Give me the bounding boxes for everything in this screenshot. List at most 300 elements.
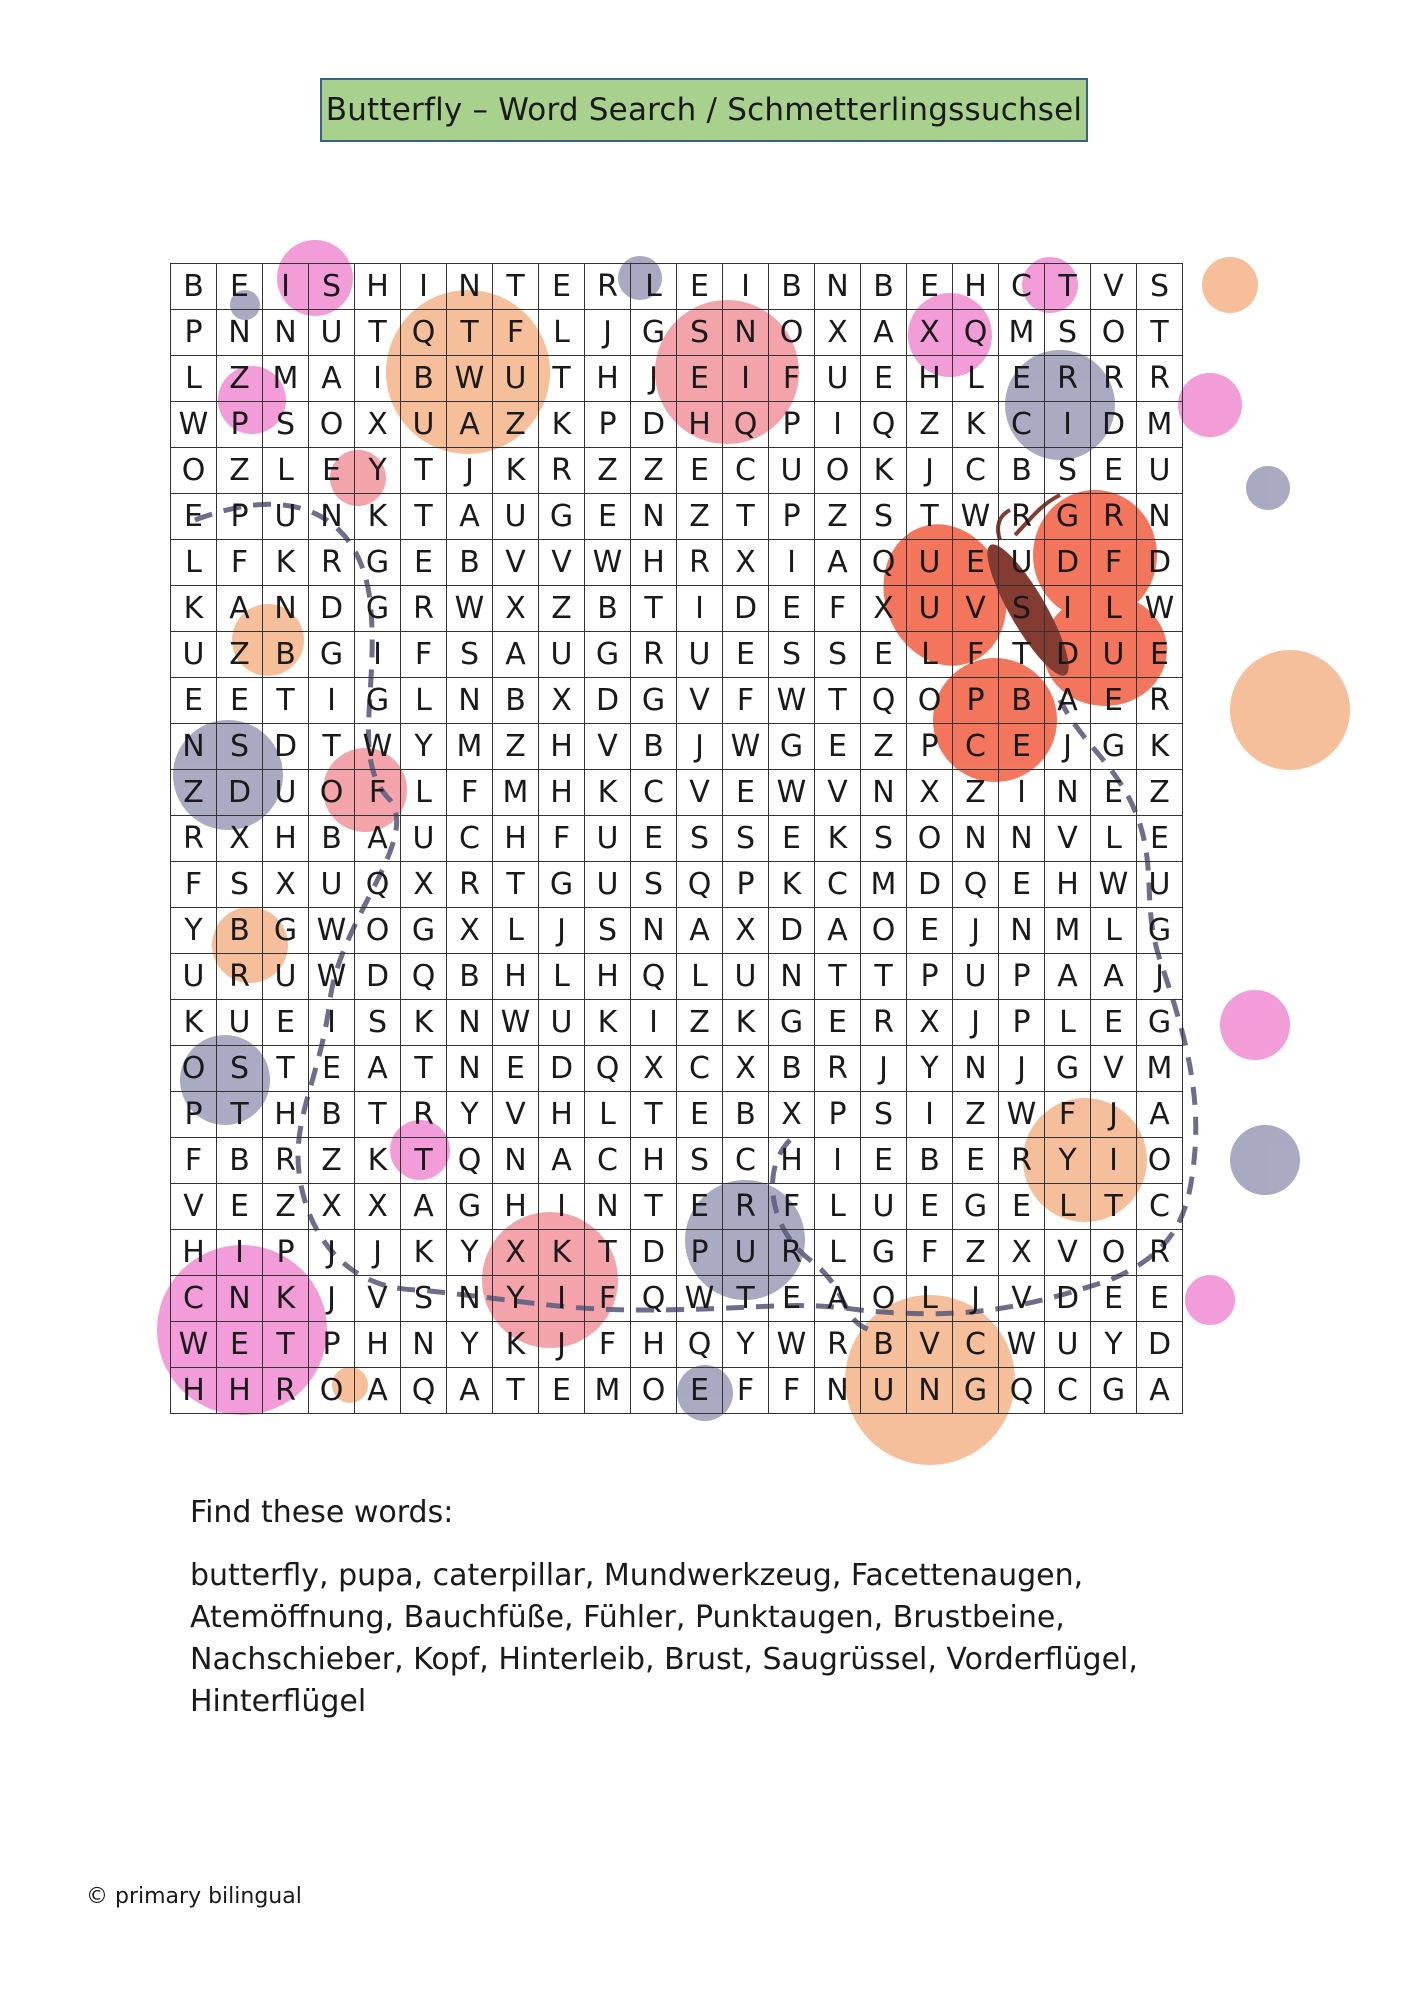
grid-letter[interactable]: G <box>1137 908 1183 954</box>
grid-letter[interactable]: Z <box>631 448 677 494</box>
grid-letter[interactable]: L <box>539 954 585 1000</box>
grid-letter[interactable]: W <box>999 1322 1045 1368</box>
grid-letter[interactable]: T <box>493 862 539 908</box>
grid-letter[interactable]: A <box>309 356 355 402</box>
grid-letter[interactable]: C <box>953 1322 999 1368</box>
grid-letter[interactable]: X <box>309 1184 355 1230</box>
grid-letter[interactable]: W <box>769 678 815 724</box>
grid-letter[interactable]: B <box>309 1092 355 1138</box>
grid-letter[interactable]: R <box>309 540 355 586</box>
grid-letter[interactable]: N <box>723 310 769 356</box>
grid-letter[interactable]: W <box>723 724 769 770</box>
grid-letter[interactable]: F <box>723 1368 769 1414</box>
grid-letter[interactable]: B <box>585 586 631 632</box>
grid-letter[interactable]: G <box>447 1184 493 1230</box>
grid-letter[interactable]: N <box>217 310 263 356</box>
grid-letter[interactable]: F <box>355 770 401 816</box>
grid-letter[interactable]: H <box>539 724 585 770</box>
grid-letter[interactable]: J <box>953 908 999 954</box>
grid-letter[interactable]: V <box>493 540 539 586</box>
grid-letter[interactable]: O <box>1091 310 1137 356</box>
grid-letter[interactable]: X <box>355 402 401 448</box>
grid-letter[interactable]: Q <box>999 1368 1045 1414</box>
grid-letter[interactable]: F <box>493 310 539 356</box>
grid-letter[interactable]: N <box>953 1046 999 1092</box>
grid-letter[interactable]: H <box>493 954 539 1000</box>
grid-letter[interactable]: N <box>263 310 309 356</box>
grid-letter[interactable]: H <box>355 1322 401 1368</box>
grid-letter[interactable]: T <box>585 1230 631 1276</box>
grid-letter[interactable]: J <box>677 724 723 770</box>
grid-letter[interactable]: E <box>401 540 447 586</box>
grid-letter[interactable]: E <box>631 816 677 862</box>
grid-letter[interactable]: J <box>631 356 677 402</box>
grid-letter[interactable]: C <box>723 448 769 494</box>
grid-letter[interactable]: A <box>1091 954 1137 1000</box>
grid-letter[interactable]: D <box>263 724 309 770</box>
grid-letter[interactable]: I <box>723 264 769 310</box>
grid-letter[interactable]: C <box>1045 1368 1091 1414</box>
grid-letter[interactable]: Y <box>447 1092 493 1138</box>
grid-letter[interactable]: I <box>263 264 309 310</box>
grid-letter[interactable]: W <box>769 1322 815 1368</box>
grid-letter[interactable]: R <box>585 264 631 310</box>
grid-letter[interactable]: Z <box>171 770 217 816</box>
grid-letter[interactable]: R <box>1137 356 1183 402</box>
grid-letter[interactable]: X <box>493 586 539 632</box>
grid-letter[interactable]: U <box>1137 862 1183 908</box>
grid-letter[interactable]: P <box>171 1092 217 1138</box>
grid-letter[interactable]: N <box>815 264 861 310</box>
grid-letter[interactable]: B <box>769 264 815 310</box>
grid-letter[interactable]: N <box>447 1046 493 1092</box>
grid-letter[interactable]: G <box>953 1184 999 1230</box>
grid-letter[interactable]: U <box>1137 448 1183 494</box>
grid-letter[interactable]: A <box>861 310 907 356</box>
grid-letter[interactable]: R <box>1091 494 1137 540</box>
grid-letter[interactable]: E <box>953 1138 999 1184</box>
grid-letter[interactable]: T <box>263 678 309 724</box>
grid-letter[interactable]: I <box>1091 1138 1137 1184</box>
grid-letter[interactable]: D <box>585 678 631 724</box>
grid-letter[interactable]: U <box>263 494 309 540</box>
grid-letter[interactable]: H <box>631 1138 677 1184</box>
grid-letter[interactable]: Z <box>217 632 263 678</box>
grid-letter[interactable]: P <box>677 1230 723 1276</box>
grid-letter[interactable]: Q <box>677 1322 723 1368</box>
grid-letter[interactable]: R <box>861 1000 907 1046</box>
grid-letter[interactable]: N <box>447 678 493 724</box>
grid-letter[interactable]: W <box>953 494 999 540</box>
grid-letter[interactable]: T <box>861 954 907 1000</box>
grid-letter[interactable]: W <box>447 586 493 632</box>
grid-letter[interactable]: E <box>677 1092 723 1138</box>
grid-letter[interactable]: S <box>585 908 631 954</box>
grid-letter[interactable]: K <box>263 540 309 586</box>
grid-letter[interactable]: V <box>1091 1046 1137 1092</box>
grid-letter[interactable]: S <box>217 1046 263 1092</box>
grid-letter[interactable]: J <box>953 1276 999 1322</box>
grid-letter[interactable]: M <box>585 1368 631 1414</box>
grid-letter[interactable]: R <box>217 954 263 1000</box>
grid-letter[interactable]: U <box>309 862 355 908</box>
grid-letter[interactable]: T <box>401 1046 447 1092</box>
grid-letter[interactable]: J <box>539 1322 585 1368</box>
grid-letter[interactable]: R <box>263 1138 309 1184</box>
grid-letter[interactable]: S <box>677 816 723 862</box>
grid-letter[interactable]: K <box>355 1138 401 1184</box>
grid-letter[interactable]: E <box>907 1184 953 1230</box>
grid-letter[interactable]: F <box>585 1276 631 1322</box>
grid-letter[interactable]: R <box>999 494 1045 540</box>
grid-letter[interactable]: K <box>263 1276 309 1322</box>
grid-letter[interactable]: D <box>1137 540 1183 586</box>
grid-letter[interactable]: V <box>1045 816 1091 862</box>
grid-letter[interactable]: H <box>217 1368 263 1414</box>
grid-letter[interactable]: X <box>355 1184 401 1230</box>
grid-letter[interactable]: H <box>355 264 401 310</box>
grid-letter[interactable]: U <box>1045 1322 1091 1368</box>
grid-letter[interactable]: K <box>355 494 401 540</box>
grid-letter[interactable]: Z <box>953 1092 999 1138</box>
grid-letter[interactable]: U <box>585 862 631 908</box>
grid-letter[interactable]: X <box>907 1000 953 1046</box>
grid-letter[interactable]: L <box>677 954 723 1000</box>
grid-letter[interactable]: P <box>263 1230 309 1276</box>
grid-letter[interactable]: R <box>815 1046 861 1092</box>
grid-letter[interactable]: E <box>953 540 999 586</box>
grid-letter[interactable]: L <box>401 770 447 816</box>
grid-letter[interactable]: R <box>631 632 677 678</box>
grid-letter[interactable]: K <box>539 402 585 448</box>
grid-letter[interactable]: V <box>1091 264 1137 310</box>
grid-letter[interactable]: H <box>539 770 585 816</box>
grid-letter[interactable]: R <box>999 1138 1045 1184</box>
grid-letter[interactable]: H <box>263 816 309 862</box>
grid-letter[interactable]: S <box>769 632 815 678</box>
grid-letter[interactable]: A <box>1137 1092 1183 1138</box>
grid-letter[interactable]: D <box>539 1046 585 1092</box>
grid-letter[interactable]: S <box>263 402 309 448</box>
grid-letter[interactable]: X <box>263 862 309 908</box>
grid-letter[interactable]: E <box>907 264 953 310</box>
grid-letter[interactable]: T <box>815 954 861 1000</box>
grid-letter[interactable]: P <box>769 402 815 448</box>
grid-letter[interactable]: Q <box>401 954 447 1000</box>
grid-letter[interactable]: X <box>493 1230 539 1276</box>
grid-letter[interactable]: N <box>1137 494 1183 540</box>
grid-letter[interactable]: N <box>447 1000 493 1046</box>
grid-letter[interactable]: J <box>907 448 953 494</box>
grid-letter[interactable]: Z <box>677 494 723 540</box>
grid-letter[interactable]: H <box>953 264 999 310</box>
grid-letter[interactable]: A <box>447 1368 493 1414</box>
grid-letter[interactable]: Z <box>217 356 263 402</box>
grid-letter[interactable]: A <box>1045 678 1091 724</box>
grid-letter[interactable]: E <box>999 724 1045 770</box>
grid-letter[interactable]: Z <box>263 1184 309 1230</box>
grid-letter[interactable]: U <box>493 356 539 402</box>
grid-letter[interactable]: E <box>677 356 723 402</box>
grid-letter[interactable]: F <box>769 1368 815 1414</box>
grid-letter[interactable]: Z <box>217 448 263 494</box>
grid-letter[interactable]: V <box>539 540 585 586</box>
grid-letter[interactable]: G <box>861 1230 907 1276</box>
grid-letter[interactable]: H <box>677 402 723 448</box>
grid-letter[interactable]: X <box>769 1092 815 1138</box>
grid-letter[interactable]: G <box>585 632 631 678</box>
grid-letter[interactable]: V <box>1045 1230 1091 1276</box>
grid-letter[interactable]: E <box>769 816 815 862</box>
grid-letter[interactable]: L <box>493 908 539 954</box>
grid-letter[interactable]: B <box>447 954 493 1000</box>
grid-letter[interactable]: Z <box>585 448 631 494</box>
grid-letter[interactable]: A <box>355 816 401 862</box>
grid-letter[interactable]: K <box>171 1000 217 1046</box>
grid-letter[interactable]: T <box>355 1092 401 1138</box>
grid-letter[interactable]: G <box>631 678 677 724</box>
grid-letter[interactable]: E <box>861 1138 907 1184</box>
grid-letter[interactable]: W <box>171 1322 217 1368</box>
grid-letter[interactable]: B <box>999 678 1045 724</box>
grid-letter[interactable]: P <box>999 954 1045 1000</box>
grid-letter[interactable]: V <box>493 1092 539 1138</box>
grid-letter[interactable]: R <box>769 1230 815 1276</box>
grid-letter[interactable]: N <box>171 724 217 770</box>
grid-letter[interactable]: U <box>953 954 999 1000</box>
grid-letter[interactable]: R <box>171 816 217 862</box>
grid-letter[interactable]: J <box>355 1230 401 1276</box>
grid-letter[interactable]: B <box>263 632 309 678</box>
grid-letter[interactable]: L <box>953 356 999 402</box>
grid-letter[interactable]: T <box>631 1184 677 1230</box>
grid-letter[interactable]: Z <box>309 1138 355 1184</box>
grid-letter[interactable]: M <box>999 310 1045 356</box>
grid-letter[interactable]: C <box>677 1046 723 1092</box>
grid-letter[interactable]: M <box>263 356 309 402</box>
grid-letter[interactable]: T <box>447 310 493 356</box>
grid-letter[interactable]: Q <box>677 862 723 908</box>
grid-letter[interactable]: F <box>769 1184 815 1230</box>
grid-letter[interactable]: D <box>631 402 677 448</box>
grid-letter[interactable]: N <box>999 908 1045 954</box>
grid-letter[interactable]: J <box>585 310 631 356</box>
grid-letter[interactable]: S <box>723 816 769 862</box>
grid-letter[interactable]: T <box>263 1322 309 1368</box>
grid-letter[interactable]: L <box>1045 1000 1091 1046</box>
grid-letter[interactable]: I <box>355 356 401 402</box>
grid-letter[interactable]: E <box>585 494 631 540</box>
grid-letter[interactable]: D <box>1137 1322 1183 1368</box>
grid-letter[interactable]: G <box>769 724 815 770</box>
grid-letter[interactable]: U <box>263 954 309 1000</box>
grid-letter[interactable]: C <box>815 862 861 908</box>
grid-letter[interactable]: I <box>677 586 723 632</box>
grid-letter[interactable]: F <box>539 816 585 862</box>
grid-letter[interactable]: T <box>999 632 1045 678</box>
grid-letter[interactable]: X <box>907 770 953 816</box>
grid-letter[interactable]: E <box>723 632 769 678</box>
grid-letter[interactable]: E <box>815 1000 861 1046</box>
grid-letter[interactable]: T <box>815 678 861 724</box>
grid-letter[interactable]: E <box>769 1276 815 1322</box>
grid-letter[interactable]: K <box>493 448 539 494</box>
grid-letter[interactable]: K <box>401 1230 447 1276</box>
grid-letter[interactable]: E <box>217 1322 263 1368</box>
grid-letter[interactable]: F <box>171 862 217 908</box>
grid-letter[interactable]: V <box>907 1322 953 1368</box>
grid-letter[interactable]: D <box>217 770 263 816</box>
grid-letter[interactable]: Z <box>1137 770 1183 816</box>
grid-letter[interactable]: N <box>1045 770 1091 816</box>
grid-letter[interactable]: Y <box>493 1276 539 1322</box>
grid-letter[interactable]: B <box>769 1046 815 1092</box>
grid-letter[interactable]: Q <box>861 678 907 724</box>
grid-letter[interactable]: E <box>217 1184 263 1230</box>
grid-letter[interactable]: S <box>217 862 263 908</box>
grid-letter[interactable]: Z <box>493 402 539 448</box>
grid-letter[interactable]: W <box>493 1000 539 1046</box>
grid-letter[interactable]: W <box>769 770 815 816</box>
grid-letter[interactable]: N <box>631 494 677 540</box>
grid-letter[interactable]: U <box>171 632 217 678</box>
grid-letter[interactable]: M <box>1137 402 1183 448</box>
grid-letter[interactable]: H <box>539 1092 585 1138</box>
grid-letter[interactable]: T <box>1137 310 1183 356</box>
grid-letter[interactable]: N <box>769 954 815 1000</box>
grid-letter[interactable]: E <box>493 1046 539 1092</box>
grid-letter[interactable]: O <box>861 1276 907 1322</box>
grid-letter[interactable]: U <box>217 1000 263 1046</box>
grid-letter[interactable]: S <box>447 632 493 678</box>
grid-letter[interactable]: H <box>493 816 539 862</box>
grid-letter[interactable]: T <box>1045 264 1091 310</box>
grid-letter[interactable]: Y <box>171 908 217 954</box>
grid-letter[interactable]: I <box>999 770 1045 816</box>
grid-letter[interactable]: G <box>1091 724 1137 770</box>
grid-letter[interactable]: N <box>861 770 907 816</box>
grid-letter[interactable]: V <box>677 770 723 816</box>
grid-letter[interactable]: B <box>861 1322 907 1368</box>
grid-letter[interactable]: Q <box>723 402 769 448</box>
grid-letter[interactable]: T <box>355 310 401 356</box>
grid-letter[interactable]: A <box>815 540 861 586</box>
grid-letter[interactable]: Q <box>953 862 999 908</box>
grid-letter[interactable]: J <box>447 448 493 494</box>
grid-letter[interactable]: E <box>263 1000 309 1046</box>
grid-letter[interactable]: G <box>1045 1046 1091 1092</box>
grid-letter[interactable]: E <box>1091 448 1137 494</box>
grid-letter[interactable]: O <box>309 402 355 448</box>
grid-letter[interactable]: V <box>953 586 999 632</box>
grid-letter[interactable]: C <box>999 264 1045 310</box>
grid-letter[interactable]: Y <box>907 1046 953 1092</box>
grid-letter[interactable]: M <box>447 724 493 770</box>
grid-letter[interactable]: I <box>309 678 355 724</box>
grid-letter[interactable]: P <box>953 678 999 724</box>
grid-letter[interactable]: Q <box>401 310 447 356</box>
grid-letter[interactable]: A <box>355 1046 401 1092</box>
grid-letter[interactable]: R <box>539 448 585 494</box>
grid-letter[interactable]: R <box>401 1092 447 1138</box>
grid-letter[interactable]: X <box>861 586 907 632</box>
grid-letter[interactable]: K <box>769 862 815 908</box>
grid-letter[interactable]: S <box>999 586 1045 632</box>
grid-letter[interactable]: B <box>999 448 1045 494</box>
grid-letter[interactable]: R <box>1137 678 1183 724</box>
grid-letter[interactable]: H <box>171 1230 217 1276</box>
grid-letter[interactable]: R <box>815 1322 861 1368</box>
grid-letter[interactable]: L <box>263 448 309 494</box>
grid-letter[interactable]: T <box>401 1138 447 1184</box>
grid-letter[interactable]: L <box>631 264 677 310</box>
grid-letter[interactable]: E <box>907 908 953 954</box>
grid-letter[interactable]: P <box>815 1092 861 1138</box>
grid-letter[interactable]: C <box>447 816 493 862</box>
grid-letter[interactable]: O <box>907 678 953 724</box>
grid-letter[interactable]: E <box>815 724 861 770</box>
grid-letter[interactable]: P <box>585 402 631 448</box>
grid-letter[interactable]: U <box>861 1184 907 1230</box>
grid-letter[interactable]: R <box>677 540 723 586</box>
grid-letter[interactable]: N <box>401 1322 447 1368</box>
grid-letter[interactable]: T <box>401 494 447 540</box>
grid-letter[interactable]: L <box>171 540 217 586</box>
grid-letter[interactable]: W <box>447 356 493 402</box>
grid-letter[interactable]: T <box>217 1092 263 1138</box>
grid-letter[interactable]: U <box>171 954 217 1000</box>
grid-letter[interactable]: G <box>263 908 309 954</box>
grid-letter[interactable]: L <box>907 632 953 678</box>
grid-letter[interactable]: J <box>1045 724 1091 770</box>
grid-letter[interactable]: L <box>907 1276 953 1322</box>
grid-letter[interactable]: V <box>677 678 723 724</box>
grid-letter[interactable]: E <box>999 356 1045 402</box>
grid-letter[interactable]: L <box>539 310 585 356</box>
grid-letter[interactable]: I <box>1045 402 1091 448</box>
grid-letter[interactable]: H <box>263 1092 309 1138</box>
grid-letter[interactable]: U <box>1091 632 1137 678</box>
grid-letter[interactable]: S <box>861 1092 907 1138</box>
grid-letter[interactable]: N <box>217 1276 263 1322</box>
grid-letter[interactable]: C <box>953 448 999 494</box>
grid-letter[interactable]: E <box>1091 770 1137 816</box>
grid-letter[interactable]: D <box>355 954 401 1000</box>
grid-letter[interactable]: G <box>631 310 677 356</box>
grid-letter[interactable]: E <box>861 356 907 402</box>
grid-letter[interactable]: L <box>1091 586 1137 632</box>
grid-letter[interactable]: S <box>309 264 355 310</box>
grid-letter[interactable]: G <box>769 1000 815 1046</box>
grid-letter[interactable]: K <box>815 816 861 862</box>
grid-letter[interactable]: N <box>585 1184 631 1230</box>
grid-letter[interactable]: N <box>815 1368 861 1414</box>
grid-letter[interactable]: L <box>401 678 447 724</box>
grid-letter[interactable]: N <box>999 816 1045 862</box>
grid-letter[interactable]: G <box>355 540 401 586</box>
grid-letter[interactable]: H <box>493 1184 539 1230</box>
grid-letter[interactable]: Q <box>355 862 401 908</box>
grid-letter[interactable]: M <box>861 862 907 908</box>
grid-letter[interactable]: E <box>861 632 907 678</box>
grid-letter[interactable]: F <box>769 356 815 402</box>
grid-letter[interactable]: K <box>171 586 217 632</box>
grid-letter[interactable]: P <box>309 1322 355 1368</box>
grid-letter[interactable]: Z <box>953 1230 999 1276</box>
grid-letter[interactable]: W <box>171 402 217 448</box>
grid-letter[interactable]: U <box>907 540 953 586</box>
grid-letter[interactable]: T <box>309 724 355 770</box>
